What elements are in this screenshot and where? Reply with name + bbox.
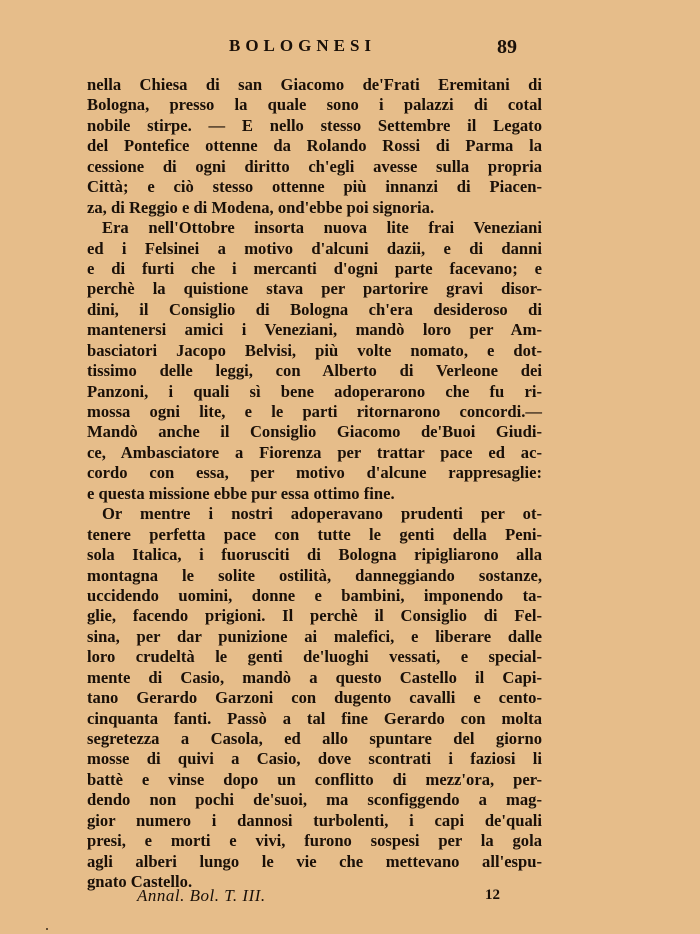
text-line: tissimo delle leggi, con Alberto di Verleone dei: [87, 361, 542, 381]
sheet-number: 12: [485, 887, 500, 903]
text-line: loro crudeltà le genti de'luoghi vessati, e special-: [87, 647, 542, 667]
text-line: e di furti che i mercanti d'ogni parte facevano; e: [87, 258, 542, 278]
text-line: Mandò anche il Consiglio Giacomo de'Buoi Giudi-: [87, 422, 542, 442]
text-line: Città; e ciò stesso ottenne più innanzi di Piacen-: [87, 177, 542, 197]
text-line: montagna le solite ostilità, danneggiando sostanze,: [87, 565, 542, 585]
text-line: cinquanta fanti. Passò a tal fine Gerardo con molta: [87, 708, 542, 728]
text-line: Or mentre i nostri adoperavano prudenti per ot-: [102, 504, 542, 524]
text-line: sola Italica, i fuorusciti di Bologna ripigliarono alla: [87, 545, 542, 565]
text-line: za, di Reggio e di Modena, ond'ebbe poi signoria.: [87, 197, 435, 217]
body-text: [87, 75, 542, 893]
page-footer: [0, 886, 700, 910]
text-line: uccidendo uomini, donne e bambini, imponendo ta-: [87, 585, 542, 605]
text-line: presi, e morti e vivi, furono sospesi per la gola: [87, 831, 542, 851]
running-head: [0, 36, 700, 58]
text-line: gior numero i dannosi turbolenti, i capi de'quali: [87, 810, 542, 830]
text-line: cordo con essa, per motivo d'alcune rappresaglie:: [87, 463, 542, 483]
text-line: gnato Castello.: [87, 872, 193, 892]
text-line: mantenersi amici i Veneziani, mandò loro per Am-: [87, 320, 542, 340]
text-line: basciatori Jacopo Belvisi, più volte nomato, e dot-: [87, 340, 542, 360]
text-line: tenere perfetta pace con tutte le genti della Peni-: [87, 524, 542, 544]
text-line: ed i Felsinei a motivo d'alcuni dazii, e di danni: [87, 238, 542, 258]
signature-mark: Annal. Bol. T. III.: [137, 886, 266, 905]
paper-speck: [46, 928, 48, 930]
page-number: 89: [497, 36, 517, 58]
text-line: sina, per dar punizione ai malefici, e liberare dalle: [87, 626, 542, 646]
text-line: del Pontefice ottenne da Rolando Rossi di Parma la: [87, 136, 542, 156]
text-line: mente di Casio, mandò a questo Castello il Capi-: [87, 667, 542, 687]
text-line: tano Gerardo Garzoni con dugento cavalli e cento-: [87, 688, 542, 708]
text-line: dendo non pochi de'suoi, ma sconfiggendo a mag-: [87, 790, 542, 810]
text-line: cessione di ogni diritto ch'egli avesse sulla propria: [87, 156, 542, 176]
text-line: e questa missione ebbe pur essa ottimo fine.: [87, 483, 395, 503]
text-line: mossa ogni lite, e le parti ritornarono concordi.—: [87, 402, 542, 421]
text-line: Panzoni, i quali sì bene adoperarono che fu ri-: [87, 381, 542, 401]
running-title: BOLOGNESI: [229, 36, 377, 55]
text-line: mosse di quivi a Casio, dove scontrati i faziosi li: [87, 749, 542, 769]
text-line: nobile stirpe. — E nello stesso Settembre il Legato: [87, 115, 542, 135]
text-line: battè e vinse dopo un conflitto di mezz'ora, per-: [87, 769, 542, 789]
text-line: nella Chiesa di san Giacomo de'Frati Eremitani di: [87, 75, 542, 94]
text-line: ce, Ambasciatore a Fiorenza per trattar pace ed ac-: [87, 442, 542, 462]
text-line: dini, il Consiglio di Bologna ch'era desideroso di: [87, 299, 542, 319]
text-line: segretezza a Casola, ed allo spuntare del giorno: [87, 729, 542, 748]
text-line: Bologna, presso la quale sono i palazzi di cotal: [87, 95, 542, 115]
text-line: agli alberi lungo le vie che mettevano all'espu-: [87, 851, 542, 871]
text-line: perchè la quistione stava per partorire gravi disor-: [87, 279, 542, 299]
text-line: Era nell'Ottobre insorta nuova lite frai Veneziani: [102, 218, 542, 238]
text-line: glie, facendo prigioni. Il perchè il Consiglio di Fel-: [87, 606, 542, 626]
